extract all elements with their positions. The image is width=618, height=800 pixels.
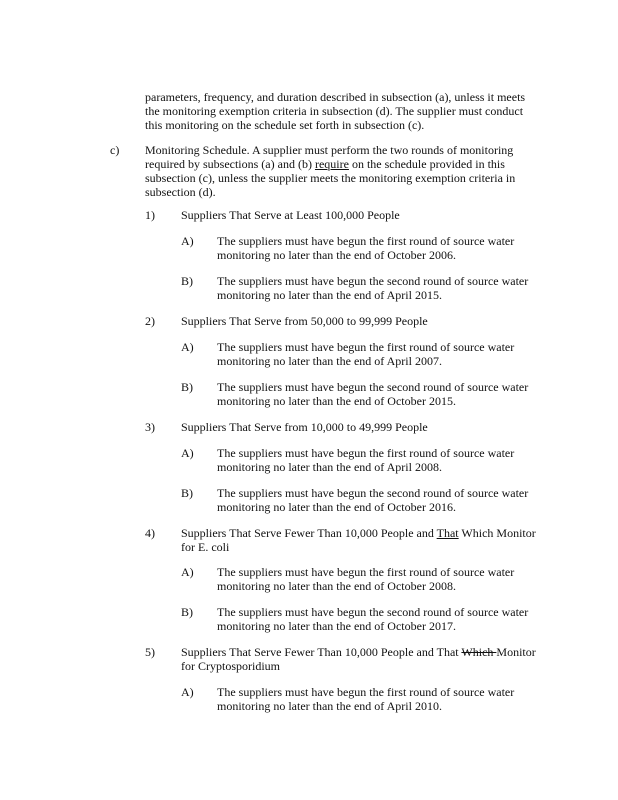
subitem-text	[217, 274, 547, 302]
text-line: for E. coli	[181, 540, 230, 554]
text-line: The suppliers must have begun the second round of source water	[217, 486, 529, 500]
item-title: Suppliers That Serve at Least 100,000 People	[181, 208, 400, 222]
subitem-text	[217, 486, 547, 514]
subitem-text	[217, 685, 547, 713]
text-line: parameters, frequency, and duration described in subsection (a), unless it meets	[145, 90, 526, 104]
text-line: monitoring no later than the end of October 2015.	[217, 394, 456, 408]
text-line: monitoring no later than the end of April 2007.	[217, 354, 442, 368]
subitem-text	[217, 234, 547, 262]
subitem-text	[217, 565, 547, 593]
text-line: The suppliers must have begun the first round of source water	[217, 234, 515, 248]
subitem-letter: A)	[181, 234, 194, 248]
text-run: Suppliers That Serve Fewer Than 10,000 People and	[181, 526, 437, 540]
text-line: The suppliers must have begun the first round of source water	[217, 340, 515, 354]
subsection-c-paragraph	[145, 143, 545, 199]
item-number: 5)	[145, 645, 155, 659]
text-line: monitoring no later than the end of October 2016.	[217, 500, 456, 514]
text-run: required by subsections (a) and (b)	[145, 157, 315, 171]
item-title: Suppliers That Serve from 10,000 to 49,999 People	[181, 420, 428, 434]
text-run: Suppliers That Serve Fewer Than 10,000 People and That	[181, 645, 462, 659]
text-line: monitoring no later than the end of October 2006.	[217, 248, 456, 262]
text-line: The suppliers must have begun the second round of source water	[217, 605, 529, 619]
text-line: The suppliers must have begun the first round of source water	[217, 685, 515, 699]
strikethrough-deletion: Which	[461, 645, 497, 659]
text-line: monitoring no later than the end of October 2008.	[217, 579, 456, 593]
subsection-c-marker: c)	[110, 143, 120, 157]
subitem-letter: A)	[181, 685, 194, 699]
subitem-text	[217, 605, 547, 633]
text-line: The suppliers must have begun the first round of source water	[217, 446, 515, 460]
subitem-letter: B)	[181, 486, 193, 500]
text-line	[181, 526, 551, 540]
subitem-letter: A)	[181, 565, 194, 579]
text-run: on the schedule provided in this	[348, 157, 505, 171]
subitem-letter: A)	[181, 446, 194, 460]
subitem-text	[217, 340, 547, 368]
text-run: Which Monitor	[458, 526, 536, 540]
text-line: this monitoring on the schedule set forth in subsection (c).	[145, 118, 425, 132]
underlined-insertion: That	[436, 526, 459, 540]
subitem-text	[217, 446, 547, 474]
text-line	[145, 157, 545, 171]
item-number: 3)	[145, 420, 155, 434]
text-line: monitoring no later than the end of April 2010.	[217, 699, 442, 713]
item-title	[181, 526, 551, 554]
text-line: monitoring no later than the end of April 2015.	[217, 288, 442, 302]
subitem-text	[217, 380, 547, 408]
subitem-letter: B)	[181, 605, 193, 619]
item-number: 1)	[145, 208, 155, 222]
text-run: Monitor	[496, 645, 536, 659]
subitem-letter: B)	[181, 274, 193, 288]
text-line: Monitoring Schedule. A supplier must perform the two rounds of monitoring	[145, 143, 514, 157]
text-line: the monitoring exemption criteria in subsection (d). The supplier must conduct	[145, 104, 524, 118]
text-line: for Cryptosporidium	[181, 659, 280, 673]
text-line: The suppliers must have begun the first round of source water	[217, 565, 515, 579]
text-line: monitoring no later than the end of April 2008.	[217, 460, 442, 474]
item-number: 2)	[145, 314, 155, 328]
item-number: 4)	[145, 526, 155, 540]
text-line: The suppliers must have begun the second round of source water	[217, 380, 529, 394]
text-line: subsection (c), unless the supplier meets the monitoring exemption criteria in	[145, 171, 516, 185]
subitem-letter: B)	[181, 380, 193, 394]
subitem-letter: A)	[181, 340, 194, 354]
item-title	[181, 645, 551, 673]
underlined-insertion: require	[314, 157, 349, 171]
text-line: The suppliers must have begun the second round of source water	[217, 274, 529, 288]
text-line	[181, 645, 551, 659]
text-line: subsection (d).	[145, 185, 216, 199]
text-line: monitoring no later than the end of October 2017.	[217, 619, 456, 633]
intro-paragraph	[145, 90, 545, 132]
item-title: Suppliers That Serve from 50,000 to 99,999 People	[181, 314, 428, 328]
